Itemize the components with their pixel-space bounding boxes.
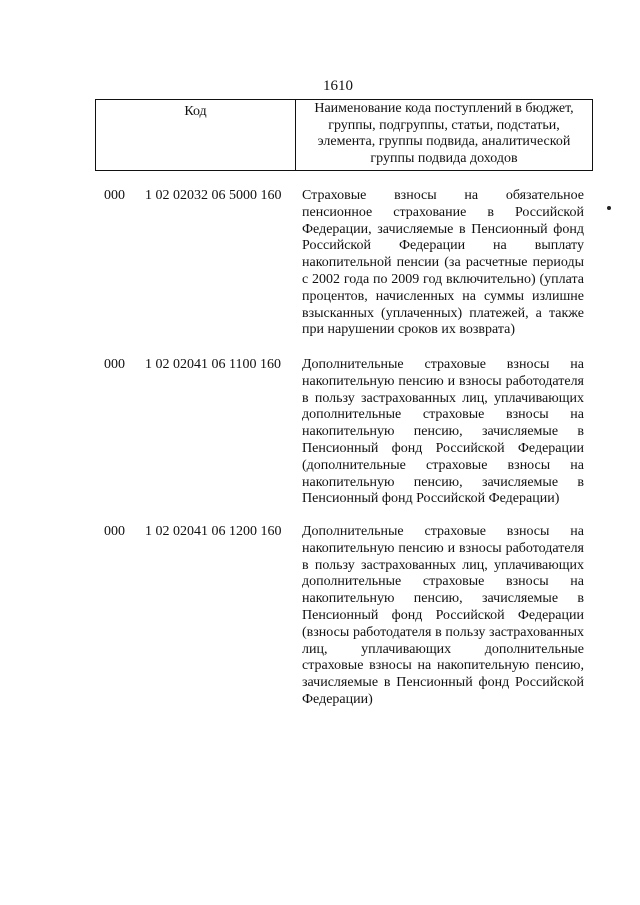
entry-revenue-name: Страховые взносы на обязательное пенсионное страхование в Российской Федерации, зачисляемые в Пенсионный фонд Российской Федерации на выплату накопительной пенсии (за расчетные периоды с 2002 года по 2009 год включительно) (уплата процентов, начисленных на суммы излишне взысканных (уплаченных) платежей, а также при нарушении сроков их возврата) <box>302 188 584 338</box>
entry-revenue-name: Дополнительные страховые взносы на накопительную пенсию и взносы работодателя в пользу застрахованных лиц, уплачивающих дополнительные страховые взносы на накопительную пенсию, зачисляемые в Пенсионный фонд Российской Федерации (дополнительные страховые взносы на накопительную пенсию, зачисляемые в Пенсионный фонд Российской Федерации) <box>302 357 584 507</box>
entry-revenue-code: 1 02 02041 06 1200 160 <box>145 524 282 539</box>
header-table <box>95 99 593 171</box>
entry-revenue-code: 1 02 02041 06 1100 160 <box>145 357 281 372</box>
header-code-label: Код <box>96 100 296 170</box>
margin-dot-mark <box>607 206 611 210</box>
entry-revenue-name: Дополнительные страховые взносы на накопительную пенсию и взносы работодателя в пользу застрахованных лиц, уплачивающих дополнительные страховые взносы на накопительную пенсию, зачисляемые в Пенсионный фонд Российской Федерации (взносы работодателя в пользу застрахованных лиц, уплачивающих дополнительные страховые взносы на накопительную пенсию, зачисляемые в Пенсионный фонд Российской Федерации) <box>302 524 584 707</box>
page-number: 1610 <box>323 78 353 94</box>
entry-admin-code: 000 <box>104 188 125 203</box>
entry-admin-code: 000 <box>104 524 125 539</box>
entry-revenue-code: 1 02 02032 06 5000 160 <box>145 188 282 203</box>
header-name-label: Наименование кода поступлений в бюджет, группы, подгруппы, статьи, подстатьи, элемента, группы подвида, аналитической группы подвида доходов <box>314 101 574 166</box>
entry-admin-code: 000 <box>104 357 125 372</box>
